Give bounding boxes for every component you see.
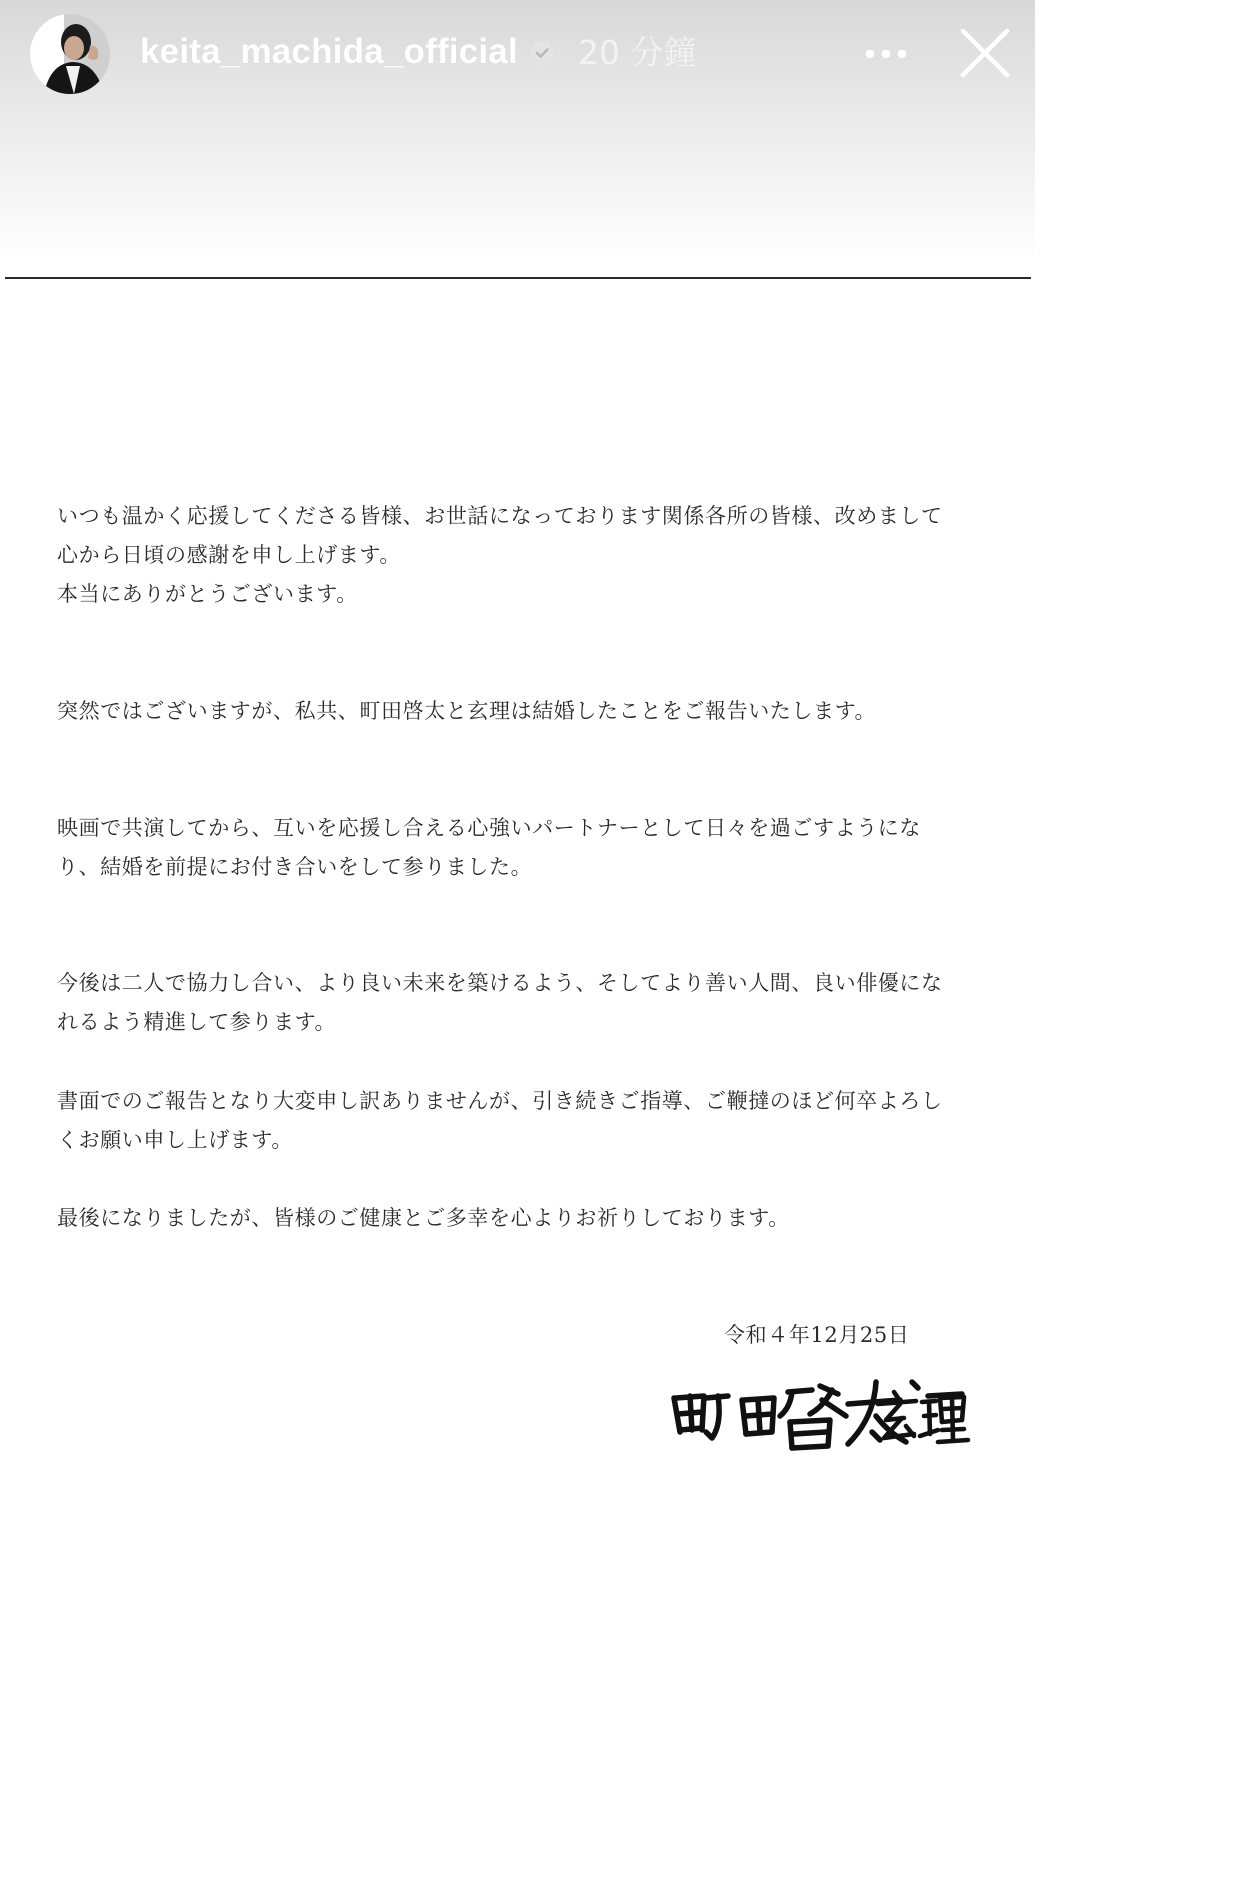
- paragraph-greeting: [57, 497, 943, 614]
- document-top-rule: [5, 277, 1031, 279]
- text-line: 最後になりましたが、皆様のご健康とご多幸を心よりお祈りしております。: [57, 1206, 790, 1230]
- username[interactable]: keita_machida_official: [140, 32, 518, 71]
- text-line: くお願い申し上げます。: [57, 1128, 293, 1152]
- text-line: 心から日頃の感謝を申し上げます。: [57, 543, 401, 567]
- story-header: [0, 0, 1035, 270]
- paragraph-apology: [57, 1082, 943, 1160]
- paragraph-closing: [57, 1199, 790, 1238]
- avatar-photo: [30, 14, 110, 94]
- handwritten-signature-second-name: [872, 1388, 972, 1450]
- letter-date: 令和４年12月25日: [724, 1323, 910, 1347]
- paragraph-announcement: [57, 692, 876, 731]
- paragraph-background: [57, 809, 921, 887]
- text-line: 突然ではございますが、私共、町田啓太と玄理は結婚したことをご報告いたします。: [57, 699, 877, 723]
- text-line: り、結婚を前提にお付き合いをして参りました。: [57, 855, 533, 879]
- text-line: れるよう精進して参ります。: [57, 1010, 337, 1034]
- verified-badge-icon: [528, 39, 556, 67]
- text-line: 映画で共演してから、互いを応援し合える心強いパートナーとして日々を過ごすようにな: [57, 816, 921, 840]
- post-time: 20 分鐘: [578, 33, 697, 72]
- text-line: 本当にありがとうございます。: [57, 582, 358, 606]
- text-line: 今後は二人で協力し合い、より良い未来を築けるよう、そしてより善い人間、良い俳優にな: [57, 971, 943, 995]
- text-line: 書面でのご報告となり大変申し訳ありませんが、引き続きご指導、ご鞭撻のほど何卒よろし: [57, 1089, 943, 1113]
- paragraph-future: [57, 964, 943, 1042]
- avatar[interactable]: [30, 14, 110, 94]
- close-icon[interactable]: [958, 26, 1012, 80]
- text-line: いつも温かく応援してくださる皆様、お世話になっております関係各所の皆様、改めまして: [57, 504, 943, 528]
- more-horizontal-icon[interactable]: [862, 44, 910, 64]
